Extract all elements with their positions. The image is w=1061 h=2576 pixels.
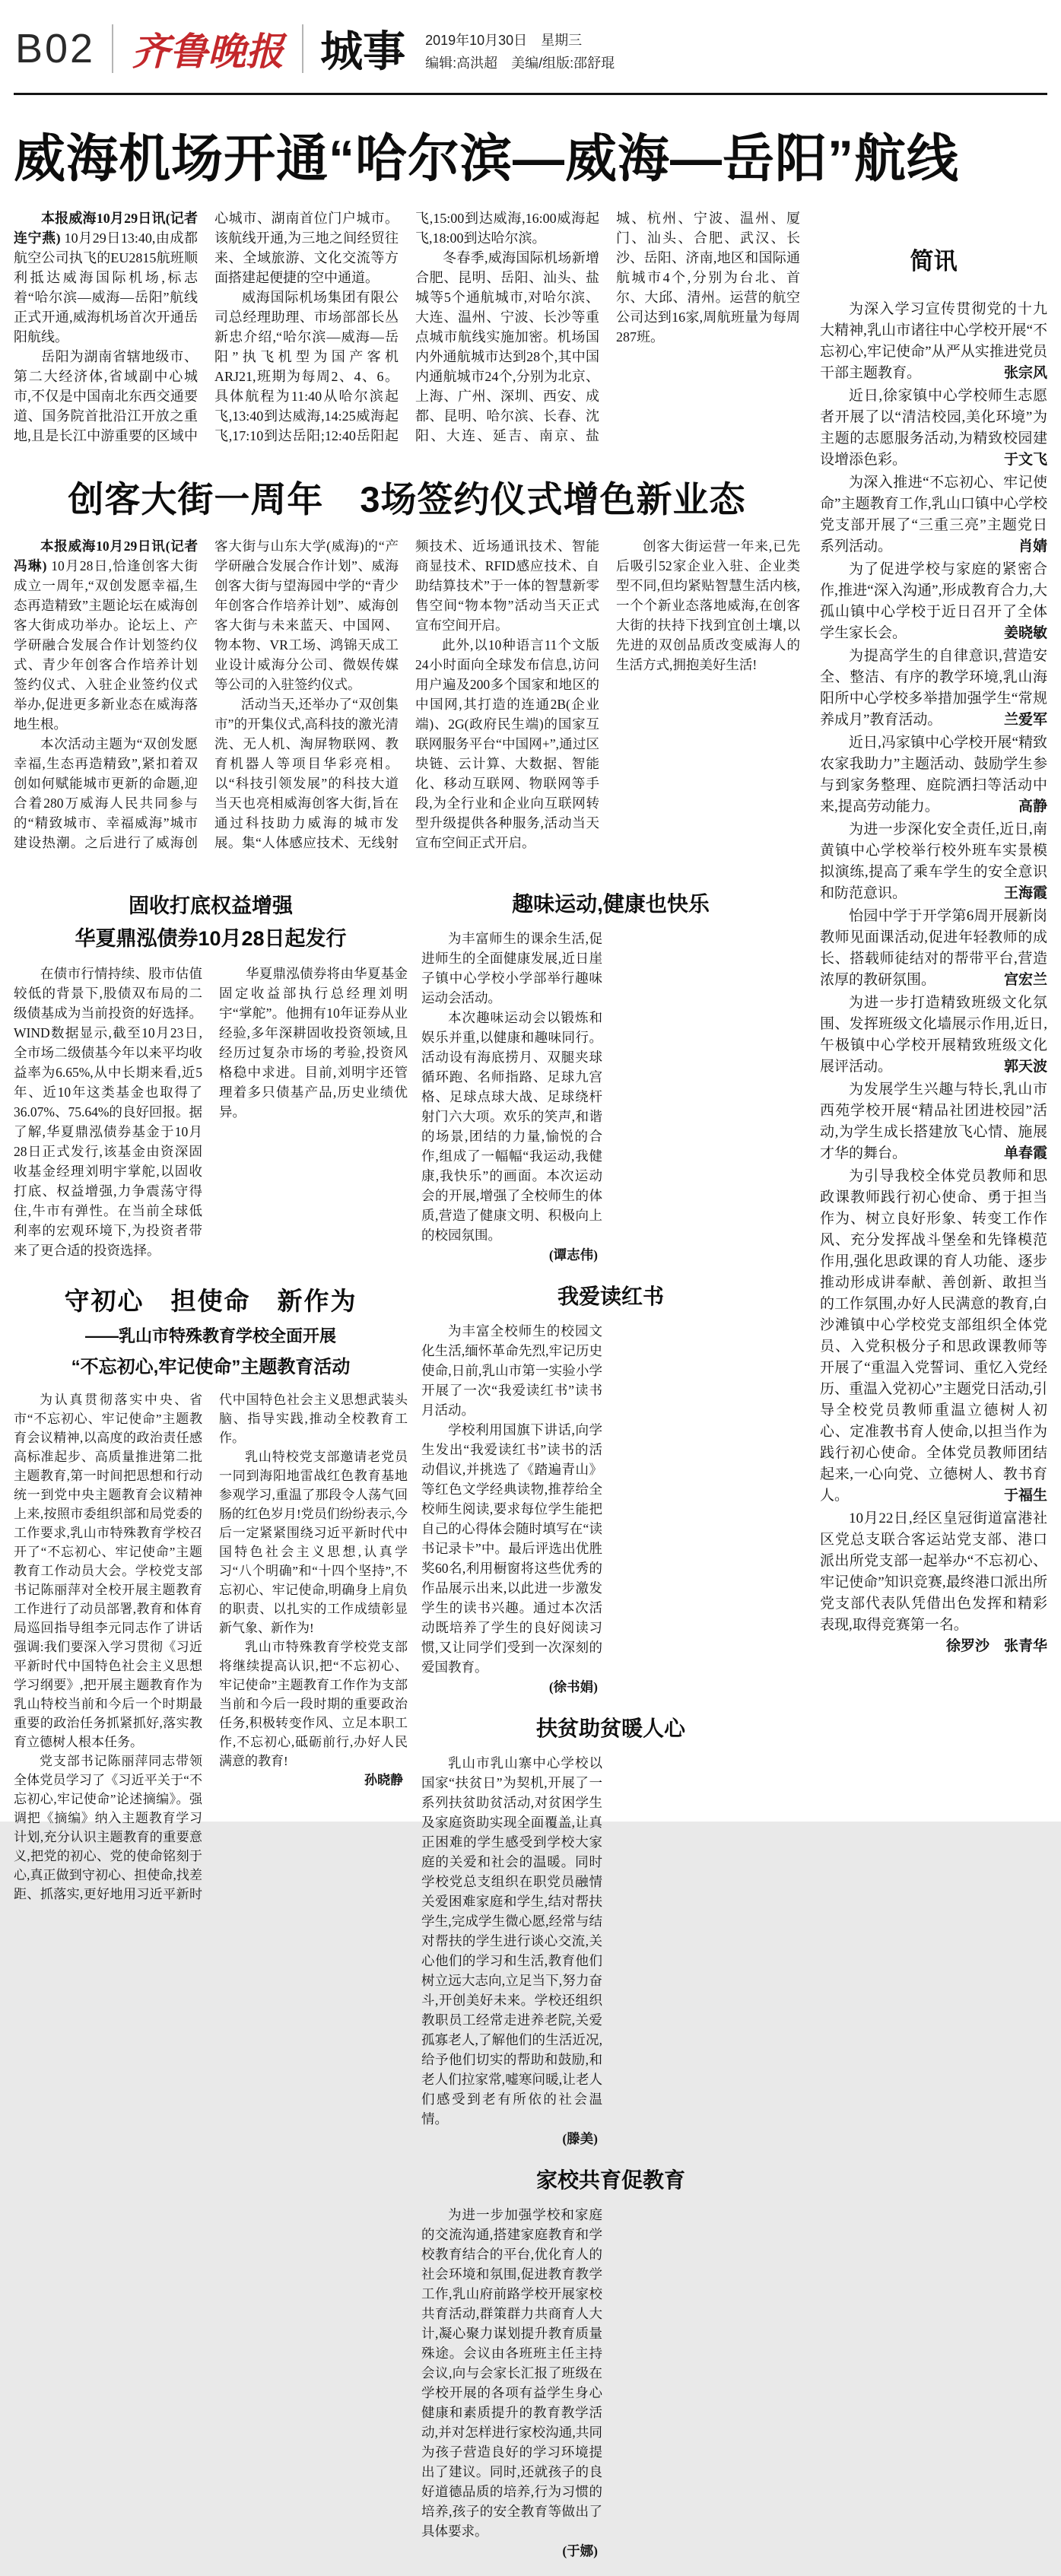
paragraph: 近日,冯家镇中心学校开展“精致农家我助力”主题活动、鼓励学生参与到家务整理、庭院洒扫等活动中来,提高劳动能力。 高静 [820, 732, 1047, 818]
date-line: 2019年10月30日 星期三 [425, 33, 583, 48]
street-story-headline: 创客大街一周年 3场签约仪式增色新业态 [68, 479, 746, 519]
mid-story-paragraphs [421, 1753, 602, 2129]
brief-author: 王海霞 [1003, 885, 1047, 901]
school-story-paragraphs [14, 1390, 408, 1906]
paragraph: 10月22日,经区皇冠街道富港社区党总支联合客运站党支部、港口派出所党支部一起举办“不忘初心、牢记使命”知识竞赛,最终港口派出所党支部代表队凭借出色发挥和精彩表现,取得竞赛第一名。 徐罗沙 张青华 [820, 1508, 1047, 1636]
briefs-list [820, 299, 1047, 1654]
paragraph: 为引导我校全体党员教师和思政课教师践行初心使命、勇于担当作为、树立良好形象、转变工作作风、充分发挥战斗堡垒和先锋模范作用,强化思政课的育人功能、逐步推动形成讲奉献、善创新、敢担当的工作氛围,办好人民满意的教育,白沙滩镇中心学校党支部组织全体党员、入党积极分子和思政课教师等开展了“重温入党誓词、重忆入党经历、重温入党初心”主题党日活动,引导全校党员教师重温立德树人初心、定准教书育人使命,以担当作为践行初心使命。全体党员教师团结起来,一心向党、立德树人、教书育人。 于福生 [820, 1166, 1047, 1507]
school-story-byline: 孙晓静 [364, 1773, 403, 1787]
paragraph: 乳山特校党支部邀请老党员一同到海阳地雷战红色教育基地参观学习,重温了那段令人荡气回肠的红色岁月!党员们纷纷表示,今后一定紧紧围绕习近平新时代中国特色社会主义思想,认真学习“八个明确”和“十四个坚持”,不忘初心、牢记使命,明确身上肩负的职责、以扎实的工作成绩彰显新气象、新作为! [219, 1450, 408, 1635]
paragraph: 岳阳为湖南省辖地级市、第二大经济体,省域副中心城市,不仅是中国南北东西交通要道、国务院首批沿江开放之重地,且是长江中游重要的区域中心城市、湖南首位门户城市。该航线开通,为三地之间经贸往来、全域旅游、文化交流等方面搭建起便捷的空中通道。 [14, 211, 399, 443]
mid-story-columns [421, 1321, 800, 1697]
paragraph: 活动当天,还举办了“双创集市”的开集仪式,高科技的激光清洗、无人机、淘屏物联网、教育机器人等项目华彩亮相。以“科技引领发展”的科技大道当天也亮相威海创客大街,旨在通过科技助力威海的城市发展。集“人体感应技术、无线射频技术、近场通讯技术、智能商显技术、RFID感应技术、自助结算技术”于一体的智慧新零售空间“物本物”活动当天正式宣布空间开启。 [214, 538, 599, 850]
brief-author: 高静 [1018, 799, 1047, 815]
lead-story-columns [14, 208, 800, 455]
paragraph: 威海国际机场集团有限公司总经理助理、市场部部长丛新忠介绍,“哈尔滨—威海—岳阳”执飞机型为国产客机ARJ21,班期为每周2、4、6。具体航程为11:40从哈尔滨起飞,13:40到达威海,14:25威海起飞,17:10到达岳阳;12:40岳阳起飞,15:00到达威海,16:00威海起飞,18:00到达哈尔滨。 [214, 211, 599, 443]
mid-story-columns [421, 929, 800, 1265]
mid-story-paragraphs [421, 929, 602, 1245]
header-rule [14, 93, 1047, 95]
paragraph: 为进一步打造精致班级文化氛围、发挥班级文化墙展示作用,近日,午极镇中心学校开展精致班级文化展评活动。 郭天波 [820, 993, 1047, 1078]
header-meta [425, 23, 615, 75]
mid-lower-block [421, 885, 800, 2576]
mid-story-paragraphs [421, 1321, 602, 1677]
school-story-title: 守初心 担使命 新作为 [64, 1287, 357, 1315]
paragraph: 为发展学生兴趣与特长,乳山市西苑学校开展“精品社团进校园”活动,为学生成长搭建放飞心情、施展才华的舞台。 单春霞 [820, 1079, 1047, 1164]
dateline-lead: 本报威海10月29日讯(记者 连宁燕) [14, 211, 198, 246]
paragraph: 本次活动主题为“双创发愿幸福,生态再造精致”,紧扣着双创如何赋能城市更新的命题,迎合着280万威海人民共同参与的“精致城市、幸福威海”城市建设热潮。之后进行了威海创客大街与山东大学(威海)的“产学研融合发展合作计划”、威海创客大街与望海园中学的“青少年创客合作培养计划”、威海创客大街与未来蓝天、中国网、物本物、VR工场、鸿锦天成工业设计威海分公司、微娱传媒等公司的入驻签约仪式。 [14, 538, 399, 850]
fund-story-columns [14, 964, 408, 1262]
paragraph: 为了促进学校与家庭的紧密合作,推进“深入沟通”,形成教育合力,大孤山镇中心学校于近日召开了全体学生家长会。 姜晓敏 [820, 559, 1047, 644]
lead-headline: 威海机场开通“哈尔滨—威海—岳阳”航线 [14, 130, 960, 188]
paragraph: 为进一步加强学校和家庭的交流沟通,搭建家庭教育和学校教育结合的平台,优化育人的社会环境和氛围,促进教育教学工作,乳山府前路学校开展家校共育活动,群策群力共商育人大计,凝心聚力谋划提升教育质量殊途。会议由各班班主任主持会议,向与会家长汇报了班级在学校开展的各项有益学生身心健康和素质提升的教育教学活动,并对怎样进行家校沟通,共同为孩子营造良好的学习环境提出了建议。同时,还就孩子的良好道德品质的培养,行为习惯的培养,孩子的安全教育等做出了具体要求。 [421, 2207, 602, 2539]
paragraph: 为深入学习宣传贯彻党的十九大精神,乳山市诸往中心学校开展“不忘初心,牢记使命”从严从实推进党员干部主题教育。 张宗风 [820, 299, 1047, 384]
paragraph: 为深入推进“不忘初心、牢记使命”主题教育工作,乳山口镇中心学校党支部开展了“三重三亮”主题党日系列活动。 肖婧 [820, 472, 1047, 557]
brief-author: 张宗风 [1003, 365, 1047, 381]
paragraph: 为丰富师生的课余生活,促进师生的全面健康发展,近日崖子镇中心学校小学部举行趣味运动会活动。 [421, 931, 602, 1005]
main-left-region [14, 208, 800, 2576]
paragraph: 本报威海10月29日讯(记者 连宁燕) 10月29日13:40,由成都航空公司执飞的EU2815航班顺利抵达威海国际机场,标志着“哈尔滨—威海—岳阳”航线正式开通,威海机场首次开通岳阳航线。 [14, 211, 198, 345]
paragraph: 乳山市特殊教育学校党支部将继续提高认识,把“不忘初心、牢记使命”主题教育工作作为支部当前和今后一段时期的重要政治任务,积极转变作风、立足本职工作,不忘初心,砥砺前行,办好人民满意的教育! [219, 1640, 408, 1768]
mid-story-title: 我爱读红书 [557, 1285, 664, 1308]
paragraph: 此外,以10种语言11个文版24小时面向全球发布信息,访问用户遍及200多个国家和地区的中国网,其打造的连通2B(企业端)、2G(政府民生端)的国家互联网服务平台“中国网+”,通过区块链、云计算、大数据、智能化、移动互联网、物联网等手段,为全行业和企业向互联网转型升级提供各种服务,活动当天宣布空间正式开启。 [415, 637, 599, 850]
lower-region [14, 885, 800, 2576]
left-lower-block [14, 885, 408, 2576]
paragraph: 近日,徐家镇中心学校师生志愿者开展了以“清洁校园,美化环境”为主题的志愿服务活动,为精致校园建设增添色彩。 于文飞 [820, 386, 1047, 471]
brief-author: 兰爱军 [1003, 712, 1047, 728]
masthead-logo: 齐鲁晚报 [132, 30, 284, 73]
paragraph: 本报威海10月29日讯(记者 冯琳) 10月28日,恰逢创客大街成立一周年,“双创发愿幸福,生态再造精致”主题论坛在威海创客大街成功举办。论坛上、产学研融合发展合作计划签约仪式、青少年创客合作培养计划签约仪式、入驻企业签约仪式举办,促进更多新业态在威海落地生根。 [14, 538, 199, 732]
paragraph: 怡园中学于开学第6周开展新岗教师见面课活动,促进年轻教师的成长、搭载师徒结对的帮带平台,营造浓厚的教研氛围。 宫宏兰 [820, 906, 1047, 991]
mid-story-byline: (滕美) [562, 2131, 598, 2146]
fund-story-title-2: 华夏鼎泓债券10月28日起发行 [75, 927, 347, 950]
main-content-row [14, 208, 1047, 2576]
brief-author: 于文飞 [1003, 452, 1047, 468]
school-story-subtitle-1: ——乳山市特殊教育学校全面开展 [84, 1326, 336, 1345]
fund-story-title-1: 固收打底权益增强 [129, 894, 293, 917]
school-story-columns [14, 1390, 408, 1906]
brief-author: 于福生 [1003, 1488, 1047, 1504]
brief-author: 郭天波 [1003, 1059, 1047, 1075]
paragraph: 党支部书记陈丽萍同志带领全体党员学习了《习近平关于“不忘初心,牢记使命”论述摘编》。强调把《摘编》纳入主题教育学习计划,充分认识主题教育的重要意义,把党的初心、党的使命铭刻于心,真正做到守初心、担使命,找差距、抓落实,更好地用习近平新时代中国特色社会主义思想武装头脑、指导实践,推动全校教育工作。 [14, 1393, 408, 1901]
paragraph: 学校利用国旗下讲话,向学生发出“我爱读红书”读书的活动倡议,并挑选了《踏遍青山》等红色文学经典读物,推荐给全校师生阅读,要求每位学生能把自己的心得体会随时填写在“读书记录卡”中。最后评选出优胜奖60名,利用橱窗将这些优秀的作品展示出来,以此进一步激发学生的读书兴趣。通过本次活动既培养了学生的良好阅读习惯,又让同学们受到一次深刻的爱国教育。 [421, 1422, 602, 1675]
page-header [14, 12, 1047, 85]
street-story-columns [14, 536, 800, 865]
mid-story-title: 趣味运动,健康也快乐 [512, 892, 710, 916]
paragraph: 为提高学生的自律意识,营造安全、整洁、有序的教学环境,乳山海阳所中心学校多举措加强学生“常规养成月”教育活动。 兰爱军 [820, 646, 1047, 731]
brief-author: 宫宏兰 [1003, 972, 1047, 988]
brief-author: 单春霞 [1003, 1145, 1047, 1161]
paragraph: 为进一步深化安全责任,近日,南黄镇中心学校举行校外班车实景模拟演练,提高了乘车学生的安全意识和防范意识。 王海霞 [820, 819, 1047, 904]
briefs-title: 简讯 [910, 248, 958, 275]
paragraph: 为丰富全校师生的校园文化生活,缅怀革命先烈,牢记历史使命,日前,乳山市第一实验小学开展了一次“我爱读红书”读书月活动。 [421, 1323, 602, 1418]
page-number: B02 [15, 26, 96, 71]
paragraph: 冬春季,威海国际机场新增合肥、昆明、岳阳、汕头、盐城等5个通航城市,对哈尔滨、大连、温州、宁波、长沙等重点城市航线实施加密。机场国内外通航城市达到28个,其中国内通航城市24个,分别为北京、上海、广州、深圳、西安、成都、昆明、哈尔滨、长春、沈阳、大连、延吉、南京、盐城、杭州、宁波、温州、厦门、汕头、合肥、武汉、长沙、岳阳、济南,地区和国际通航城市4个,分别为台北、首尔、大邱、清州。运营的航空公司达到16家,周航班量为每周287班。 [415, 211, 800, 443]
paragraph: 本次趣味运动会以锻炼和娱乐并重,以健康和趣味同行。活动设有海底捞月、双腿夹球循环跑、名师指路、足球九宫格、足球点球大战、足球绕杆射门六大项。欢乐的笑声,和谐的场景,团结的力量,愉悦的合作,组成了一幅幅“我运动,我健康,我快乐”的画面。本次运动会的开展,增强了全校师生的体质,营造了健康文明、积极向上的校园氛围。 [421, 1010, 602, 1243]
mid-story-byline: (徐书娟) [548, 1679, 598, 1695]
paragraph: 华夏鼎泓债券将由华夏基金固定收益部执行总经理刘明宇“掌舵”。他拥有10年证券从业经验,多年深耕固收投资领域,且经历过复杂市场的考验,投资风格稳中求进。目前,刘明宇还管理着多只债基产品,历史业绩优异。 [219, 966, 408, 1120]
mid-story-byline: (谭志伟) [548, 1247, 598, 1263]
section-name: 城事 [320, 27, 406, 75]
dateline-lead: 本报威海10月29日讯(记者 冯琳) [14, 538, 198, 573]
briefs-sidebar [820, 208, 1047, 2576]
brief-author: 姜晓敏 [1003, 625, 1047, 641]
mid-story-title: 扶贫助贫暖人心 [535, 1717, 685, 1740]
mid-story-columns [421, 1753, 800, 2149]
paragraph: 在债市行情持续、股市估值较低的背景下,股债双布局的二级债基成为当前投资的好选择。WIND数据显示,截至10月23日,全市场二级债基今年以来平均收益率为6.65%,从中长期来看,近5年、近10年这类基金也取得了36.07%、75.64%的良好回报。据了解,华夏鼎泓债券基金于10月28日正式发行,该基金由资深固收基金经理刘明宇掌舵,以固收打底、权益增强,力争震荡守得住,牛市有弹性。在当前全球低利率的宏观环境下,为投资者带来了更合适的投资选择。 [14, 966, 202, 1258]
brief-author: 徐罗沙 张青华 [945, 1638, 1047, 1654]
staff-line: 编辑:高洪超 美编/组版:邵舒琨 [425, 56, 615, 71]
paragraph: 创客大街运营一年来,已先后吸引52家企业入驻、企业类型不同,但均紧贴智慧生活内核,一个个新业态落地威海,在创客大街的扶持下找到宜创土壤,以先进的双创品质改变威海人的生活方式,拥抱美好生活! [616, 538, 800, 672]
mid-story-columns [421, 2205, 800, 2561]
brief-author: 肖婧 [1018, 538, 1047, 554]
school-story-subtitle-2: “不忘初心,牢记使命”主题教育活动 [71, 1357, 351, 1377]
paragraph: 为认真贯彻落实中央、省市“不忘初心、牢记使命”主题教育会议精神,以高度的政治责任感高标准起步、高质量推进第二批主题教育,第一时间把思想和行动统一到党中央主题教育会议精神上来,按照市委组织部和局党委的工作要求,乳山市特殊教育学校召开了“不忘初心、牢记使命”主题教育工作动员大会。学校党支部书记陈丽萍对全校开展主题教育工作进行了动员部署,教育和体育局巡回指导组李元同志作了讲话强调:我们要深入学习贯彻《习近平新时代中国特色社会主义思想学习纲要》,把开展主题教育作为乳山特校当前和今后一个时期最重要的政治任务抓紧抓好,落实教育立德树人根本任务。 [14, 1393, 202, 1749]
mid-story-byline: (于娜) [562, 2543, 598, 2559]
mid-story-paragraphs [421, 2205, 602, 2541]
paragraph: 乳山市乳山寨中心学校以国家“扶贫日”为契机,开展了一系列扶贫助贫活动,对贫困学生及家庭资助实现全面覆盖,让真正困难的学生感受到学校大家庭的关爱和社会的温暖。同时学校党总支组织在职党员融情关爱困难家庭和学生,结对帮扶学生,完成学生微心愿,经常与结对帮扶的学生进行谈心交流,关心他们的学习和生活,教育他们树立远大志向,立足当下,努力奋斗,开创美好未来。学校还组织教职员工经常走进养老院,关爱孤寡老人,了解他们的生活近况,给予他们切实的帮助和鼓励,和老人们拉家常,嘘寒问暖,让老人们感受到老有所依的社会温情。 [421, 1755, 602, 2127]
mid-story-title: 家校共育促教育 [535, 2168, 685, 2192]
